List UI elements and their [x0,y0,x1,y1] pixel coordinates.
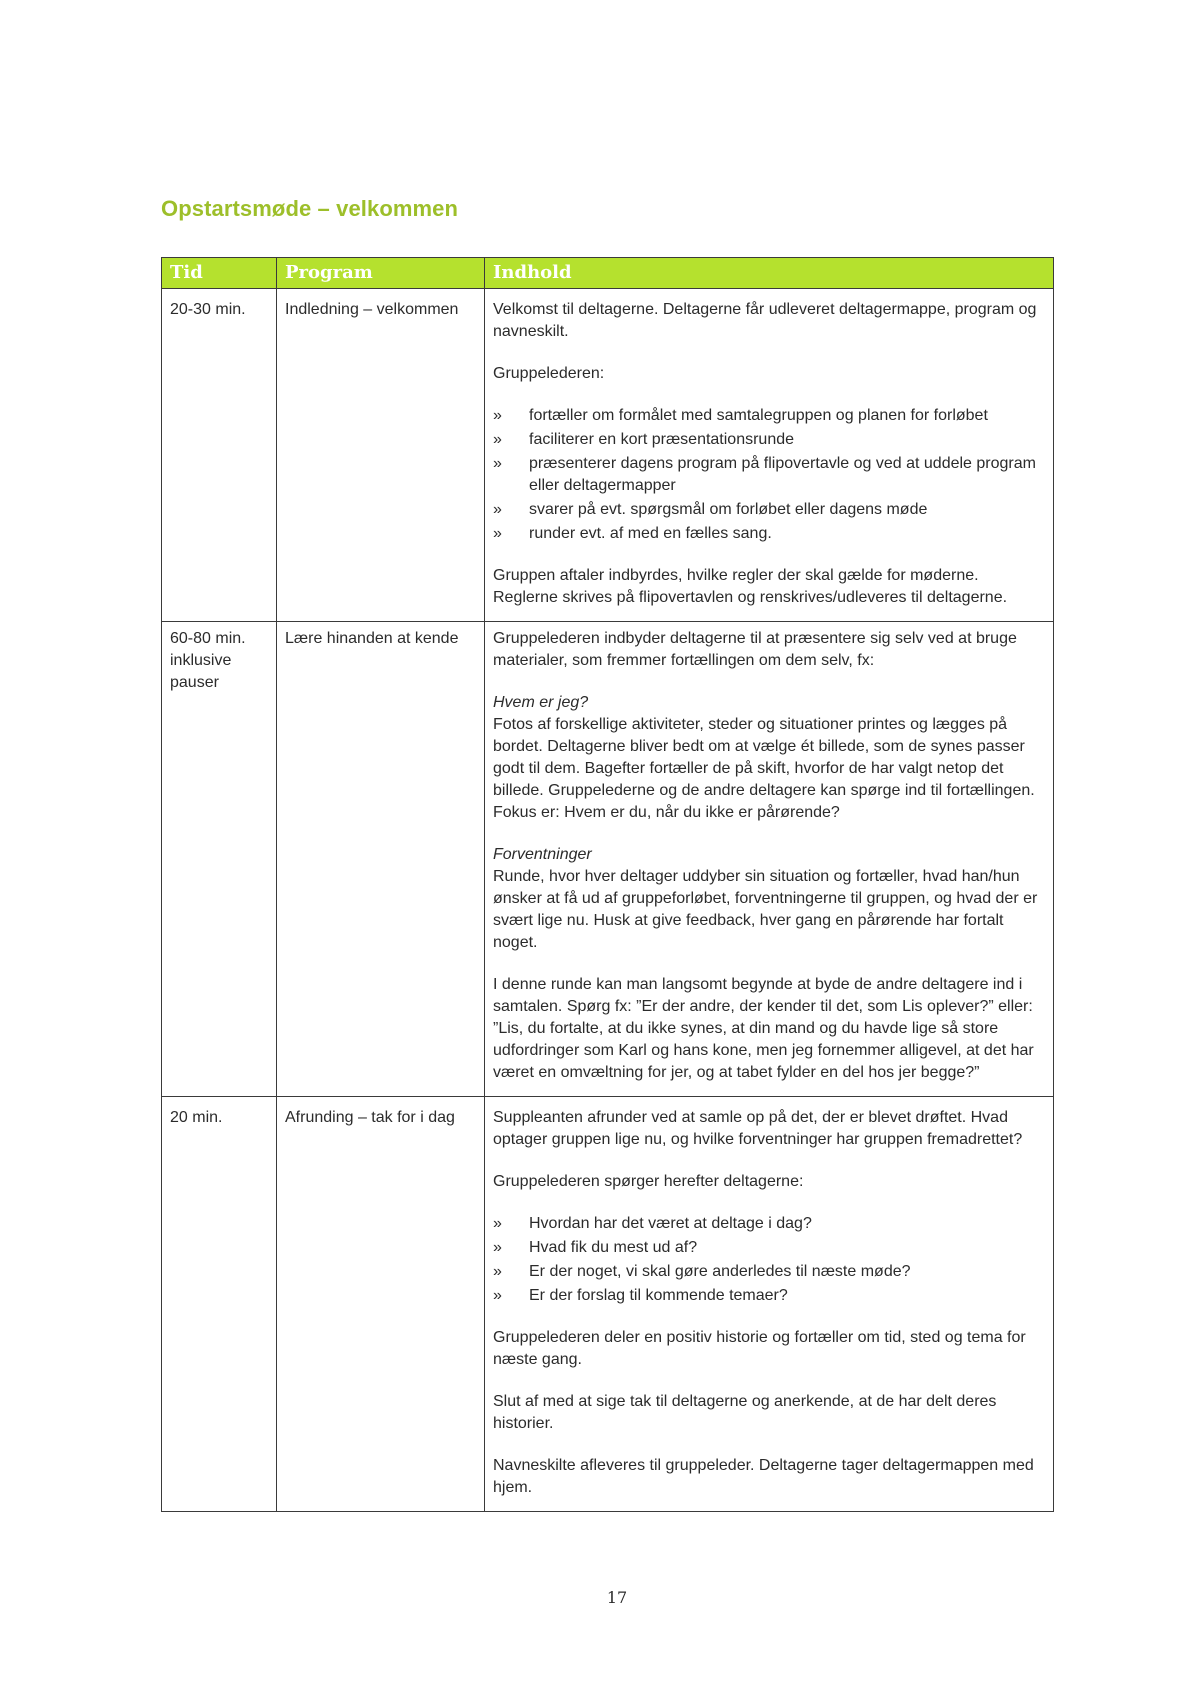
content-paragraph: Gruppelederen: [493,365,605,382]
cell-tid: 20 min. [162,1097,277,1512]
column-header-indhold: Indhold [485,258,1054,289]
list-item: » Er der noget, vi skal gøre anderledes til næste møde? [493,1261,1045,1283]
cell-indhold [485,1097,1054,1512]
table-row [162,289,1054,622]
content-paragraph: Navneskilte afleveres til gruppeleder. Deltagerne tager deltagermappen med hjem. [493,1457,1034,1496]
content-paragraph: Slut af med at sige tak til deltagerne og anerkende, at de har delt deres historier. [493,1393,997,1432]
cell-tid: 60-80 min. inklusive pauser [162,622,277,1097]
content-paragraph: Suppleanten afrunder ved at samle op på det, der er blevet drøftet. Hvad optager gruppen lige nu, og hvilke forventninger har gruppen fremadrettet? [493,1109,1023,1148]
content-paragraph: Velkomst til deltagerne. Deltagerne får udleveret deltagermappe, program og navneskilt. [493,301,1037,340]
table-header-row [162,258,1054,289]
list-item: » præsenterer dagens program på flipovertavle og ved at uddele program eller deltagermapper [493,455,1036,494]
content-paragraph [493,692,1045,824]
list-item: » runder evt. af med en fælles sang. [493,523,1045,545]
page-number: 17 [606,1588,628,1607]
bullet-marker: » [493,431,502,448]
bullet-list [493,405,1045,545]
list-item: » Hvordan har det været at deltage i dag? [493,1213,1045,1235]
list-item: » svarer på evt. spørgsmål om forløbet eller dagens møde [493,499,1045,521]
bullet-marker: » [493,1239,502,1256]
cell-program: Indledning – velkommen [277,289,485,622]
cell-program: Afrunding – tak for i dag [277,1097,485,1512]
table-row [162,622,1054,1097]
program-table [161,257,1054,1512]
content-text: Fotos af forskellige aktiviteter, steder og situationer printes og lægges på bordet. Deltagerne bliver bedt om at vælge ét billede, som de synes passer godt til dem. Bagefter fortæller de på skift, hvorfor de har valgt netop det billede. Gruppelederne og de andre deltagere kan spørge ind til fortællingen. Fokus er: Hvem er du, når du ikke er pårørende? [493,716,1035,821]
list-item: » faciliterer en kort præsentationsrunde [493,429,1045,451]
content-paragraph: Gruppelederen spørger herefter deltagerne: [493,1173,804,1190]
subheading: Forventninger [493,846,592,863]
bullet-marker: » [493,1287,502,1304]
bullet-marker: » [493,1215,502,1232]
column-header-tid: Tid [162,258,277,289]
bullet-marker: » [493,407,502,424]
cell-indhold [485,622,1054,1097]
content-paragraph: Gruppelederen deler en positiv historie og fortæller om tid, sted og tema for næste gang. [493,1329,1026,1368]
bullet-marker: » [493,525,502,542]
list-item: » Er der forslag til kommende temaer? [493,1285,1045,1307]
content-text: Runde, hvor hver deltager uddyber sin situation og fortæller, hvad han/hun ønsker at få ud af gruppeforløbet, forventningerne til gruppen, og hvad der er svært lige nu. Husk at give feedback, hver gang en pårørende har fortalt noget. [493,868,1038,951]
content-paragraph: Gruppen aftaler indbyrdes, hvilke regler der skal gælde for møderne. Reglerne skrives på flipovertavlen og renskrives/udleveres til deltagerne. [493,567,1008,606]
content-paragraph: I denne runde kan man langsomt begynde at byde de andre deltagere ind i samtalen. Spørg fx: ”Er der andre, der kender til det, som Lis oplever?” eller: ”Lis, du fortalte, at du ikke synes, at din mand og du havde lige så store udfordringer som Karl og hans kone, men jeg fornemmer alligevel, at det har været en omvæltning for jer, og at tabet fylder en del hos jer begge?” [493,976,1034,1081]
bullet-list [493,1213,1045,1307]
page-heading: Opstartsmøde – velkommen [161,196,459,221]
bullet-marker: » [493,501,502,518]
list-item: » Hvad fik du mest ud af? [493,1237,1045,1259]
content-paragraph: Gruppelederen indbyder deltagerne til at præsentere sig selv ved at bruge materialer, som fremmer fortællingen om dem selv, fx: [493,630,1017,669]
table-row [162,1097,1054,1512]
column-header-program: Program [277,258,485,289]
subheading: Hvem er jeg? [493,694,589,711]
bullet-marker: » [493,455,502,472]
content-paragraph [493,844,1045,954]
cell-program: Lære hinanden at kende [277,622,485,1097]
cell-tid: 20-30 min. [162,289,277,622]
bullet-marker: » [493,1263,502,1280]
cell-indhold [485,289,1054,622]
list-item: » fortæller om formålet med samtalegruppen og planen for forløbet [493,405,1045,427]
